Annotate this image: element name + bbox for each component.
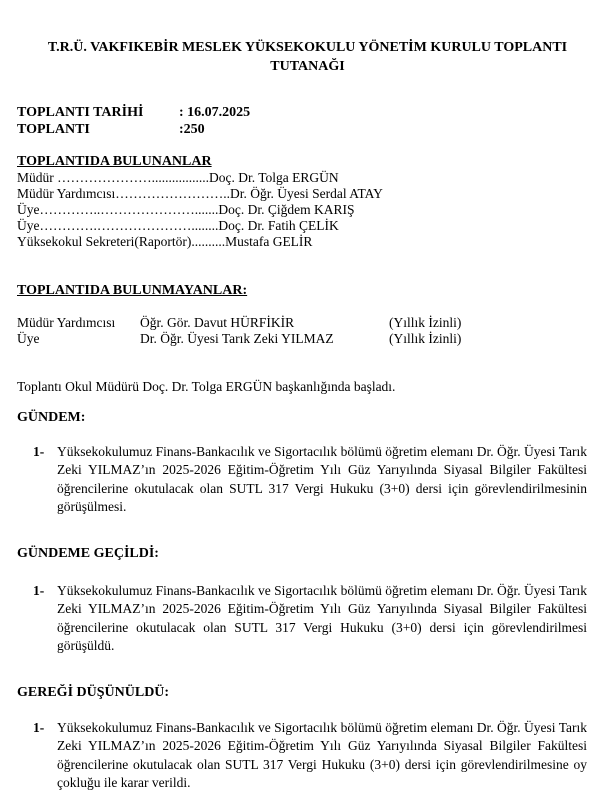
decision-item-number: 1- — [33, 720, 45, 735]
absentee-role: Üye — [17, 331, 40, 346]
attendee-role: Üye…………..…………………....... — [17, 202, 219, 217]
absentee-reason: (Yıllık İzinli) — [389, 315, 462, 330]
meeting-number-label: TOPLANTI — [17, 122, 90, 137]
agenda-item-text: Yüksekokulumuz Finans-Bankacılık ve Sigortacılık bölümü öğretim elemanı Dr. Öğr. Üyesi Tarık Zeki YILMAZ’ın 2025-2026 Eğitim-Öğretim Yılı Güz Yarıyılında Siyasal Bilgiler Fakültesi öğrencilerine okutulacak olan SUTL 317 Vergi Hukuku (3+0) dersi için görevlendirilmesinin görüşülmesi. — [57, 444, 587, 514]
agenda-discussed-heading: GÜNDEME GEÇİLDİ: — [17, 546, 159, 561]
attendee-name: Doç. Dr. Fatih ÇELİK — [218, 218, 339, 233]
attendee-row — [17, 202, 355, 218]
attendee-name: Doç. Dr. Tolga ERGÜN — [209, 170, 339, 185]
attendee-role: Yüksekokul Sekreteri(Raportör).......... — [17, 234, 226, 249]
decision-item-text: Yüksekokulumuz Finans-Bankacılık ve Sigortacılık bölümü öğretim elemanı Dr. Öğr. Üyesi Tarık Zeki YILMAZ’ın 2025-2026 Eğitim-Öğretim Yılı Güz Yarıyılında Siyasal Bilgiler Fakültesi öğrencilerine okutulacak olan SUTL 317 Vergi Hukuku (3+0) dersi için görevlendirilmesine oy çokluğu ile karar verildi. — [57, 720, 587, 790]
attendee-name: Mustafa GELİR — [225, 234, 313, 249]
attendees-heading: TOPLANTIDA BULUNANLAR — [17, 154, 212, 169]
opening-statement: Toplantı Okul Müdürü Doç. Dr. Tolga ERGÜN başkanlığında başladı. — [17, 379, 396, 394]
meeting-date-label: TOPLANTI TARİHİ — [17, 105, 144, 120]
absentee-name: Dr. Öğr. Üyesi Tarık Zeki YILMAZ — [140, 331, 334, 346]
document-title-line2: TUTANAĞI — [270, 59, 345, 74]
agenda-heading: GÜNDEM: — [17, 410, 86, 425]
attendee-name: Doç. Dr. Çiğdem KARIŞ — [218, 202, 355, 217]
document-title-line1: T.R.Ü. VAKFIKEBİR MESLEK YÜKSEKOKULU YÖNETİM KURULU TOPLANTI — [47, 40, 568, 55]
attendee-role: Müdür Yardımcısı…………………….. — [17, 186, 231, 201]
absentee-role: Müdür Yardımcısı — [17, 315, 116, 330]
meeting-date-value: : 16.07.2025 — [179, 105, 251, 120]
attendee-role: Müdür …………………................. — [17, 170, 209, 185]
absentees-heading: TOPLANTIDA BULUNMAYANLAR: — [17, 283, 248, 298]
attendee-role: Üye………….…………………........ — [17, 218, 219, 233]
discussed-item-text: Yüksekokulumuz Finans-Bankacılık ve Sigortacılık bölümü öğretim elemanı Dr. Öğr. Üyesi Tarık Zeki YILMAZ’ın 2025-2026 Eğitim-Öğretim Yılı Güz Yarıyılında Siyasal Bilgiler Fakültesi öğrencilerine okutulacak olan SUTL 317 Vergi Hukuku (3+0) dersi için görevlendirilmesi görüşüldü. — [57, 583, 587, 653]
attendee-row — [17, 170, 339, 186]
attendee-row — [17, 186, 383, 202]
absentee-name: Öğr. Gör. Davut HÜRFİKİR — [140, 315, 295, 330]
attendee-row — [17, 234, 312, 250]
discussed-item-number: 1- — [33, 583, 45, 598]
decision-heading: GEREĞİ DÜŞÜNÜLDÜ: — [17, 685, 170, 700]
agenda-item-number: 1- — [33, 444, 45, 459]
attendee-name: Dr. Öğr. Üyesi Serdal ATAY — [230, 186, 383, 201]
meeting-number-value: :250 — [179, 122, 205, 137]
absentee-reason: (Yıllık İzinli) — [389, 331, 462, 346]
attendee-row — [17, 218, 339, 234]
